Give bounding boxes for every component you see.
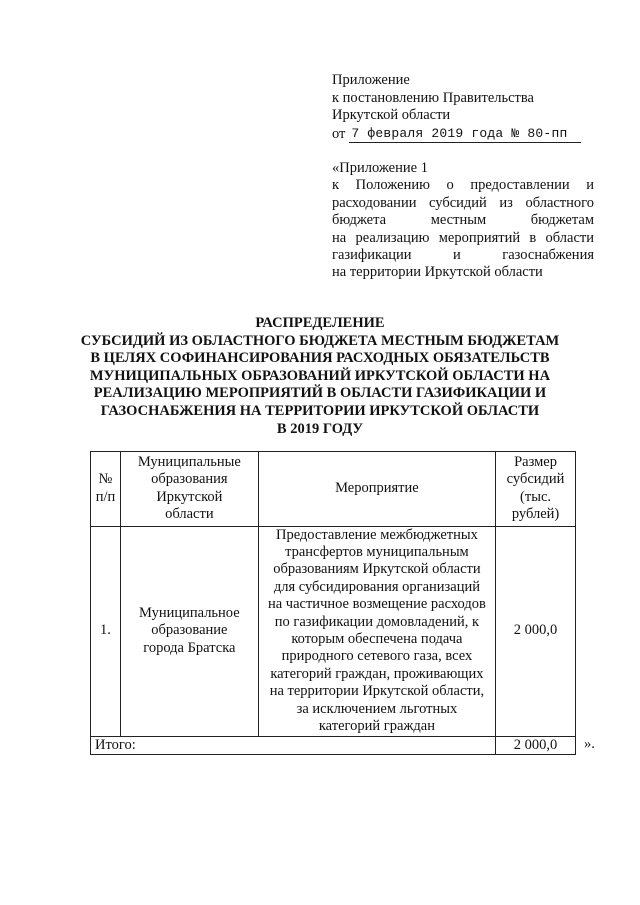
inner-annex-line-3: расходовании субсидий из областного bbox=[332, 194, 594, 211]
header-num-line: п/п bbox=[95, 488, 116, 505]
header-measure-line: Мероприятие bbox=[335, 480, 419, 497]
cell-municipality-line: Муниципальное bbox=[139, 604, 240, 621]
cell-measure-line: для субсидирования организаций bbox=[273, 578, 480, 595]
header-municipality-line: образования bbox=[151, 471, 228, 488]
header-municipality bbox=[120, 452, 258, 527]
header-municipality-line: Иркутской bbox=[156, 488, 223, 505]
inner-annex-line-1: «Приложение 1 bbox=[332, 160, 428, 176]
cell-measure-line: на частичное возмещение расходов bbox=[267, 596, 486, 613]
cell-measure-line: за исключением льготных bbox=[296, 700, 458, 717]
title-line-1: РАСПРЕДЕЛЕНИЕ bbox=[255, 315, 385, 331]
cell-measure-line: категорий граждан bbox=[318, 718, 435, 735]
total-amount: 2 000,0 bbox=[496, 736, 576, 754]
subsidy-table bbox=[90, 451, 576, 755]
cell-measure bbox=[258, 526, 495, 736]
total-label: Итого: bbox=[91, 736, 496, 754]
cell-num: 1. bbox=[91, 526, 121, 736]
annex-title: Приложение bbox=[332, 72, 410, 88]
cell-measure-line: образованиям Иркутской области bbox=[273, 561, 481, 578]
header-amount-line: (тыс. bbox=[520, 488, 552, 505]
cell-municipality bbox=[120, 526, 258, 736]
header-measure bbox=[258, 452, 495, 527]
inner-annex-header bbox=[332, 160, 594, 282]
cell-measure-line: трансфертов муниципальным bbox=[285, 544, 469, 561]
title-line-5: РЕАЛИЗАЦИЮ МЕРОПРИЯТИЙ В ОБЛАСТИ ГАЗИФИКАЦИИ И bbox=[93, 385, 547, 402]
annex-resolution: к постановлению Правительства bbox=[332, 89, 534, 106]
header-municipality-line: Муниципальные bbox=[137, 454, 241, 470]
cell-measure-line: которым обеспечена подача bbox=[291, 631, 463, 648]
header-amount-line: рублей) bbox=[511, 506, 560, 523]
header-amount bbox=[496, 452, 576, 527]
header-num-line: № bbox=[98, 471, 113, 488]
cell-municipality-line: города Братска bbox=[143, 639, 236, 656]
cell-measure-line: на территории Иркутской области, bbox=[269, 683, 485, 700]
annex-region: Иркутской области bbox=[332, 107, 451, 123]
title-line-4: МУНИЦИПАЛЬНЫХ ОБРАЗОВАНИЙ ИРКУТСКОЙ ОБЛАСТИ НА bbox=[89, 367, 551, 384]
cell-measure-line: природного сетевого газа, всех bbox=[281, 648, 473, 665]
cell-municipality-line: образование bbox=[151, 622, 228, 639]
title-line-6: ГАЗОСНАБЖЕНИЯ НА ТЕРРИТОРИИ ИРКУТСКОЙ ОБЛАСТИ bbox=[100, 402, 540, 419]
annex-header bbox=[332, 72, 594, 143]
table-row bbox=[91, 526, 576, 736]
cell-measure-line: по газификации домовладений, к bbox=[274, 613, 480, 630]
inner-annex-line-2: к Положению о предоставлении и bbox=[332, 177, 594, 194]
closing-quote-mark: ». bbox=[584, 736, 595, 752]
table-header-row bbox=[91, 452, 576, 527]
date-prefix: от bbox=[332, 125, 346, 142]
document-title bbox=[70, 315, 570, 438]
cell-measure-line: Предоставление межбюджетных bbox=[275, 526, 478, 543]
table-total-row bbox=[91, 736, 576, 754]
cell-measure-line: категорий граждан, проживающих bbox=[270, 665, 484, 682]
title-line-3: В ЦЕЛЯХ СОФИНАНСИРОВАНИЯ РАСХОДНЫХ ОБЯЗАТЕЛЬСТВ bbox=[90, 350, 550, 367]
header-amount-line: Размер bbox=[514, 454, 557, 470]
inner-annex-line-4: бюджета местным бюджетам bbox=[332, 212, 594, 229]
annex-date-line bbox=[332, 125, 594, 144]
title-line-2: СУБСИДИЙ ИЗ ОБЛАСТНОГО БЮДЖЕТА МЕСТНЫМ БЮДЖЕТАМ bbox=[80, 332, 560, 349]
inner-annex-line-7: на территории Иркутской области bbox=[332, 264, 543, 281]
inner-annex-line-6: газификации и газоснабжения bbox=[332, 247, 594, 264]
inner-annex-line-5: на реализацию мероприятий в области bbox=[332, 229, 594, 246]
header-num bbox=[91, 452, 121, 527]
header-amount-line: субсидий bbox=[506, 471, 565, 488]
cell-amount: 2 000,0 bbox=[496, 526, 576, 736]
header-municipality-line: области bbox=[165, 506, 214, 523]
date-value: 7 февраля 2019 года № 80-пп bbox=[349, 125, 581, 144]
title-line-7: В 2019 ГОДУ bbox=[276, 420, 364, 437]
